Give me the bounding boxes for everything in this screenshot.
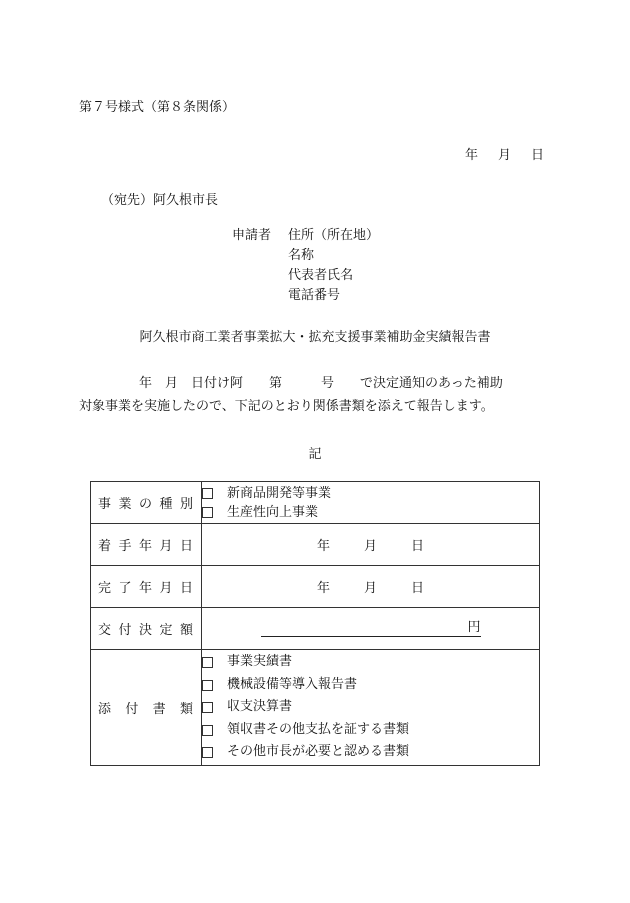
checkbox-icon[interactable] xyxy=(202,657,213,668)
table-row xyxy=(91,566,540,608)
table-row xyxy=(91,608,540,650)
end-date-label: 完 了 年 月 日 xyxy=(91,566,202,608)
grant-amount-value[interactable]: 円 xyxy=(202,608,540,650)
attachments-label: 添 付 書 類 xyxy=(91,650,202,766)
report-date xyxy=(465,144,544,163)
body-line-2: 対象事業を実施したので、下記のとおり関係書類を添えて報告します。 xyxy=(79,399,494,414)
checkbox-icon[interactable] xyxy=(202,507,213,518)
option-new-product[interactable]: 新商品開発等事業 xyxy=(202,484,539,503)
business-type-label: 事 業 の 種 別 xyxy=(91,482,202,524)
applicant-heading: 申請者 xyxy=(232,228,272,243)
checkbox-icon[interactable] xyxy=(202,488,213,499)
start-date-label: 着 手 年 月 日 xyxy=(91,524,202,566)
attachment-item[interactable]: 収支決算書 xyxy=(202,696,539,719)
checkbox-icon[interactable] xyxy=(202,702,213,713)
checkbox-icon[interactable] xyxy=(202,680,213,691)
document-title: 阿久根市商工業者事業拡大・拡充支援事業補助金実績報告書 xyxy=(139,330,491,345)
ki-heading: 記 xyxy=(308,447,322,462)
applicant-representative: 代表者氏名 xyxy=(288,268,354,283)
option-productivity[interactable]: 生産性向上事業 xyxy=(202,503,539,522)
report-table xyxy=(90,481,540,766)
grant-amount-label: 交 付 決 定 額 xyxy=(91,608,202,650)
table-row xyxy=(91,482,540,524)
date-month: 月 xyxy=(498,148,512,163)
form-number: 第７号様式（第８条関係） xyxy=(79,100,236,115)
body-line-1: 年 月 日付け阿 第 号 で決定通知のあった補助 xyxy=(139,376,503,391)
addressee: （宛先）阿久根市長 xyxy=(101,193,219,208)
attachment-item[interactable]: その他市長が必要と認める書類 xyxy=(202,741,539,764)
start-date-value[interactable]: 年 月 日 xyxy=(202,524,540,566)
business-type-options xyxy=(202,482,540,524)
checkbox-icon[interactable] xyxy=(202,747,213,758)
applicant-phone: 電話番号 xyxy=(288,288,341,303)
attachment-item[interactable]: 事業実績書 xyxy=(202,651,539,674)
applicant-address: 住所（所在地） xyxy=(288,228,380,243)
attachment-item[interactable]: 機械設備等導入報告書 xyxy=(202,674,539,697)
checkbox-icon[interactable] xyxy=(202,725,213,736)
attachment-item[interactable]: 領収書その他支払を証する書類 xyxy=(202,719,539,742)
table-row xyxy=(91,650,540,766)
applicant-name: 名称 xyxy=(288,248,315,263)
applicant-block xyxy=(232,226,392,306)
attachments-options xyxy=(202,650,540,766)
date-year: 年 xyxy=(465,148,479,163)
table-row xyxy=(91,524,540,566)
end-date-value[interactable]: 年 月 日 xyxy=(202,566,540,608)
report-body xyxy=(79,372,559,418)
date-day: 日 xyxy=(531,148,545,163)
